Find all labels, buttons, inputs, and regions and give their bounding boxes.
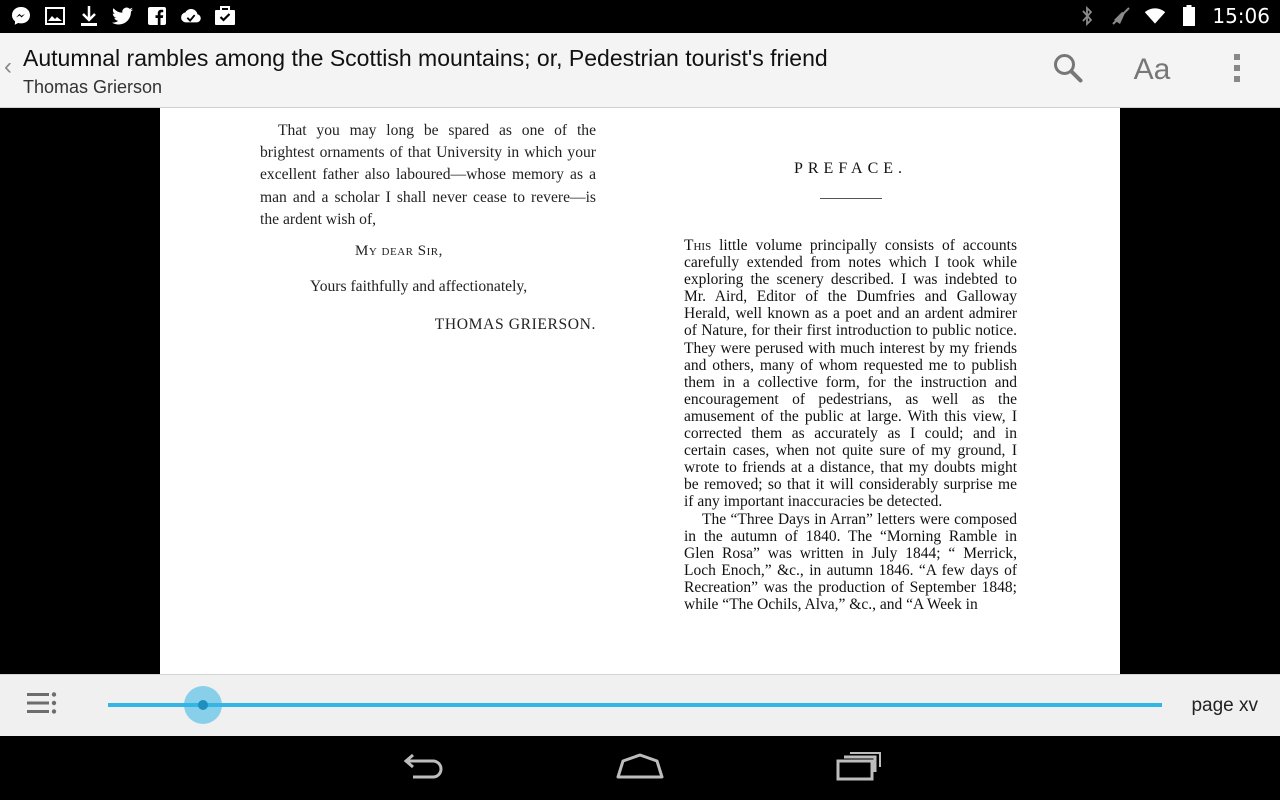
preface-first-word: This xyxy=(684,237,712,254)
preface-heading: PREFACE. xyxy=(793,160,908,177)
book-page-spread[interactable] xyxy=(160,108,1120,674)
signature: THOMAS GRIERSON. xyxy=(434,316,596,334)
home-button[interactable] xyxy=(600,746,680,790)
reader-navigation-bar xyxy=(0,674,1280,736)
image-icon xyxy=(44,5,66,27)
cloud-check-icon xyxy=(180,5,202,27)
overflow-menu-icon xyxy=(1233,53,1241,88)
bluetooth-icon xyxy=(1076,5,1098,27)
book-author: Thomas Grierson xyxy=(23,77,163,97)
system-icons xyxy=(1076,4,1270,28)
table-of-contents-icon xyxy=(26,690,58,721)
book-title: Autumnal rambles among the Scottish mountains; or, Pedestrian tourist's friend xyxy=(23,45,828,71)
preface-paragraph-2: The “Three Days in Arran” letters were composed in the autumn of 1840. The “Morning Ramble in Glen Rosa” was written in July 1844; “ Merrick, Loch Enoch,” &c., in autumn 1846. “A few days of Recreation” was the production of September 1848; while “The Ochils, Alva,” &c., and “A Week in xyxy=(684,510,1017,613)
page-indicator: page xv xyxy=(1191,695,1258,716)
font-settings-button[interactable] xyxy=(1124,33,1180,107)
preface-body xyxy=(684,237,1017,613)
download-icon xyxy=(78,5,100,27)
table-of-contents-button[interactable] xyxy=(20,687,64,723)
status-bar xyxy=(0,0,1280,33)
search-button[interactable] xyxy=(1040,33,1096,107)
back-icon xyxy=(401,753,447,784)
overflow-menu-button[interactable] xyxy=(1220,33,1254,107)
reading-area[interactable] xyxy=(0,108,1280,674)
search-icon xyxy=(1052,52,1084,89)
facebook-icon xyxy=(146,5,168,27)
wifi-icon xyxy=(1144,5,1166,27)
system-navigation-bar xyxy=(0,736,1280,800)
font-settings-icon: Aa xyxy=(1133,53,1171,86)
right-page xyxy=(684,160,1017,613)
mute-icon xyxy=(1110,5,1132,27)
twitter-icon xyxy=(112,5,134,27)
dedication-text: That you may long be spared as one of the brightest ornaments of that University in which your excellent father also laboured—whose memory as a man and a scholar I shall never cease to revere—is the ardent wish of, xyxy=(260,122,596,228)
recents-icon xyxy=(834,751,882,786)
salutation: My dear Sir, xyxy=(355,243,443,260)
preface-paragraph-1 xyxy=(684,237,1017,511)
left-page xyxy=(260,120,596,334)
page-slider-thumb-center[interactable] xyxy=(198,700,208,710)
battery-icon xyxy=(1178,5,1200,27)
clock: 15:06 xyxy=(1212,4,1270,28)
preface-divider xyxy=(820,198,882,199)
action-bar xyxy=(0,33,1280,109)
closing: Yours faithfully and affectionately, xyxy=(310,278,528,296)
page-slider-track[interactable] xyxy=(108,703,1162,707)
notification-icons xyxy=(10,5,236,27)
recents-button[interactable] xyxy=(818,746,898,790)
preface-paragraph-1-text: little volume principally consists of accounts carefully extended from notes which I took while exploring the scenery described. I was indebted to Mr. Aird, Editor of the Dumfries and Galloway Herald, well known as a poet and an ardent admirer of Nature, for their first introduction to public notice. They were perused with much interest by my friends and others, many of whom requested me to publish them in a collective form, for the instruction and encouragement of pedestrians, as well as the amusement of the public at large. With this view, I corrected them as accurately as I could; and in certain cases, when not quite sure of my ground, I wrote to friends at a distance, that my doubts might be removed; so that it will considerably surprise me if any important inaccuracies be detected. xyxy=(684,237,1017,511)
up-navigation-icon[interactable]: ‹ xyxy=(4,53,12,80)
back-button[interactable] xyxy=(384,746,464,790)
messenger-icon xyxy=(10,5,32,27)
briefcase-check-icon xyxy=(214,5,236,27)
home-icon xyxy=(615,753,665,784)
